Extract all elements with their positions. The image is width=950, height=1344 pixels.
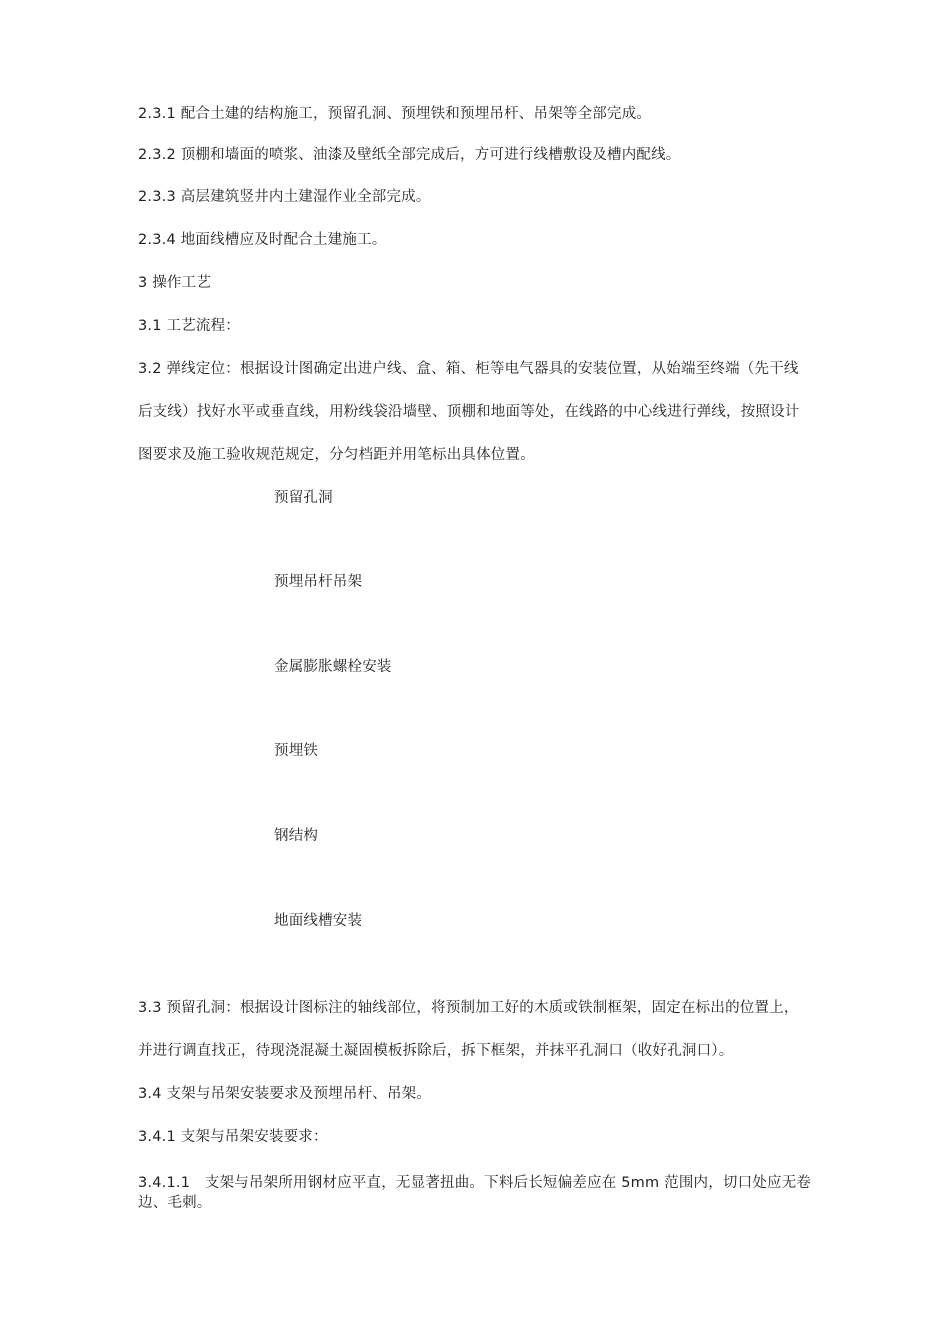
flow-item-embedded-hanger: 预埋吊杆吊架 <box>274 574 363 590</box>
paragraph-2-3-3: 2.3.3 高层建筑竖井内土建湿作业全部完成。 <box>138 189 431 205</box>
paragraph-2-3-1: 2.3.1 配合土建的结构施工，预留孔洞、预埋铁和预埋吊杆、吊架等全部完成。 <box>138 106 652 122</box>
paragraph-3-3-line-2: 并进行调直找正，待现浇混凝土凝固模板拆除后，拆下框架，并抹平孔洞口（收好孔洞口）。 <box>138 1043 734 1059</box>
flow-item-floor-trunking: 地面线槽安装 <box>274 913 363 929</box>
paragraph-3-1: 3.1 工艺流程： <box>138 318 240 334</box>
paragraph-2-3-2: 2.3.2 顶棚和墙面的喷浆、油漆及壁纸全部完成后，方可进行线槽敷设及槽内配线。 <box>138 147 681 163</box>
flow-item-steel-structure: 钢结构 <box>274 828 319 844</box>
paragraph-3-2-line-3: 图要求及施工验收规范规定，分匀档距并用笔标出具体位置。 <box>138 447 535 463</box>
flow-item-embedded-iron: 预埋铁 <box>274 743 319 759</box>
paragraph-2-3-4: 2.3.4 地面线槽应及时配合土建施工。 <box>138 232 387 248</box>
heading-3: 3 操作工艺 <box>138 275 212 291</box>
paragraph-3-2-line-2: 后支线）找好水平或垂直线，用粉线袋沿墙壁、顶棚和地面等处，在线路的中心线进行弹线，按照设计 <box>138 404 800 420</box>
flow-item-expansion-bolt: 金属膨胀螺栓安装 <box>274 659 392 675</box>
paragraph-3-4-1: 3.4.1 支架与吊架安装要求： <box>138 1129 328 1145</box>
paragraph-3-2-line-1: 3.2 弹线定位：根据设计图确定出进户线、盒、箱、柜等电气器具的安装位置，从始端至终端（先干线 <box>138 361 799 377</box>
paragraph-3-4-1-1: 3.4.1.1 支架与吊架所用钢材应平直，无显著扭曲。下料后长短偏差应在 5mm 范围内，切口处应无卷边、毛刺。 <box>138 1175 812 1211</box>
flow-item-reserved-hole: 预留孔洞 <box>274 490 333 506</box>
paragraph-3-3-line-1: 3.3 预留孔洞：根据设计图标注的轴线部位，将预制加工好的木质或铁制框架，固定在标出的位置上， <box>138 1000 799 1016</box>
paragraph-3-4: 3.4 支架与吊架安装要求及预埋吊杆、吊架。 <box>138 1086 432 1102</box>
